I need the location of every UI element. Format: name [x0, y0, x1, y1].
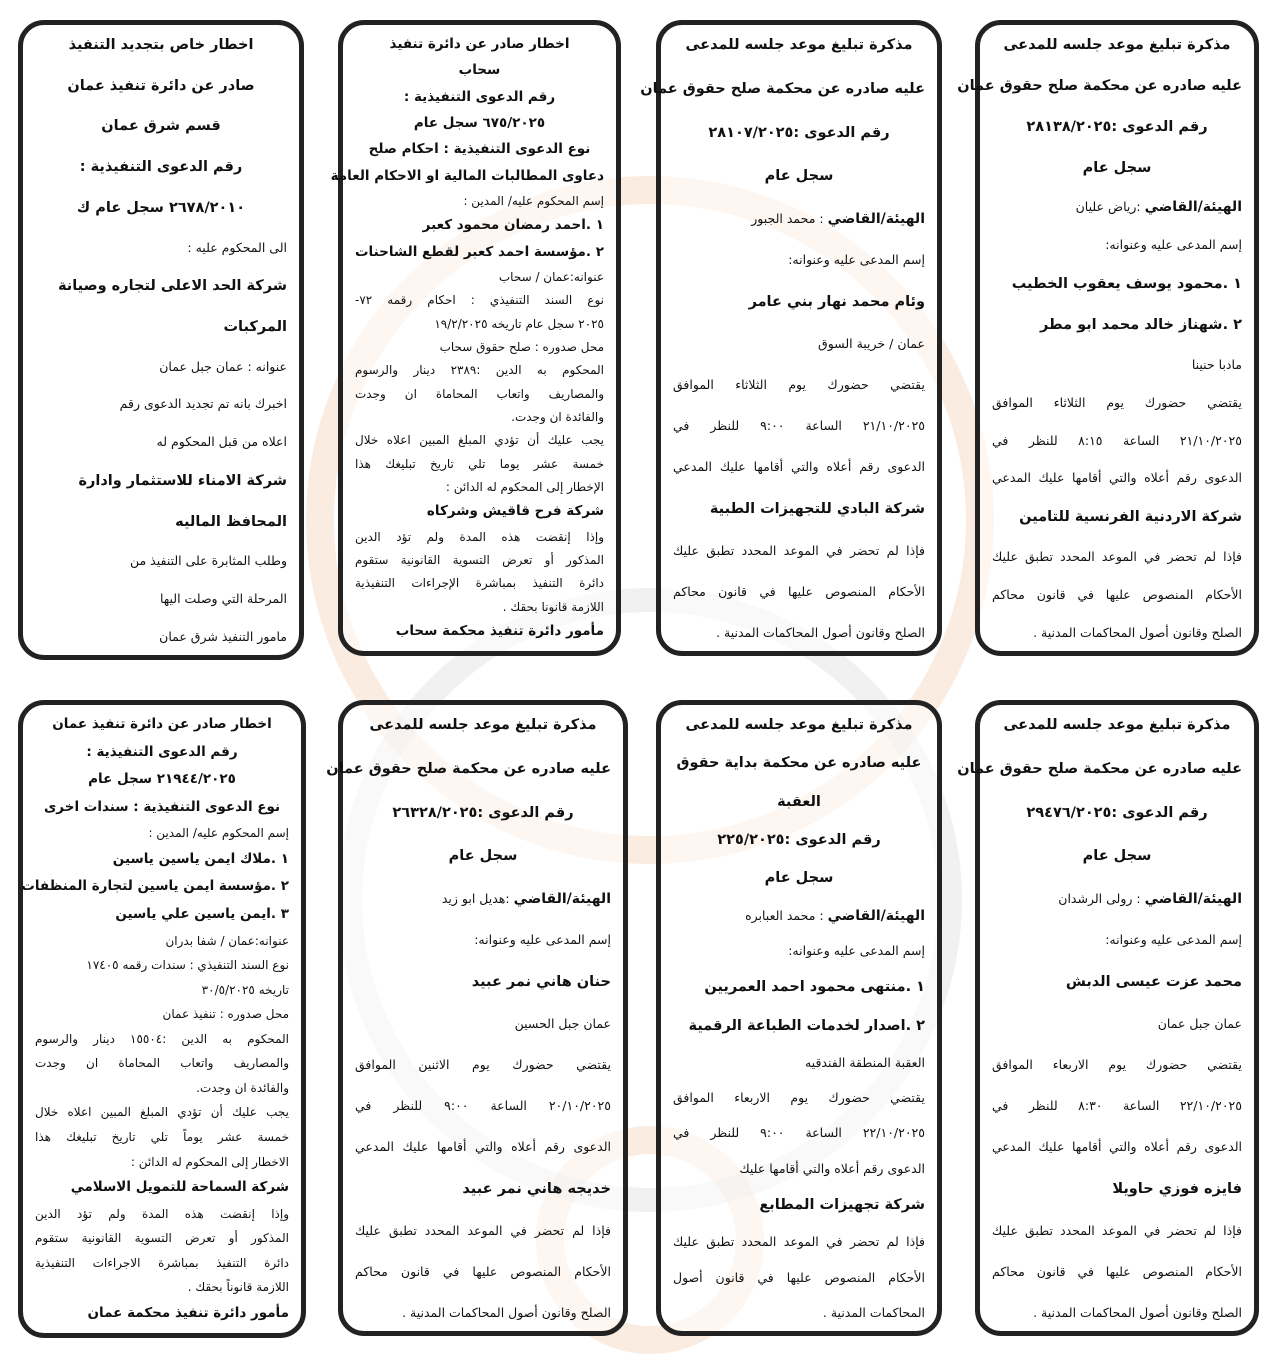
notice-text-line: يقتضي حضورك يوم الثلاثاء الموافق — [992, 394, 1242, 410]
notice-name-line: ١ .ملاك ايمن ياسين ياسين — [112, 850, 289, 867]
notice-text-line: فإذا لم تحضر في الموعد المحدد تطبق عليك — [673, 1234, 925, 1250]
notice-heading: اخطار خاص بتجديد التنفيذ — [68, 37, 254, 53]
notice-heading: مذكرة تبليغ موعد جلسه للمدعى — [1003, 717, 1231, 733]
notice-heading: مذكرة تبليغ موعد جلسه للمدعى — [369, 717, 597, 733]
notice-text-line: عمان / خريبة السوق — [818, 336, 925, 352]
notice-heading: عليه صادره عن محكمة صلح حقوق عمان — [640, 80, 925, 97]
notice-text-line: محل صدوره : تنفيذ عمان — [162, 1007, 289, 1022]
notice-box — [326, 700, 628, 1336]
notice-name-line: شركة الاردنية الفرنسية للتامين — [1019, 509, 1242, 526]
notice-text-line: الدعوى رقم أعلاه والتي أقامها عليك — [739, 1160, 925, 1176]
notice-text-line: ٢١/١٠/٢٠٢٥ الساعة ٨:١٥ للنظر في — [992, 432, 1242, 448]
notice-name-line: ٢ .مؤسسة ايمن ياسين لتجارة المنظفات — [21, 878, 289, 895]
notice-heading: العقبة — [777, 793, 821, 810]
notice-heading: مذكرة تبليغ موعد جلسه للمدعى — [1003, 37, 1231, 53]
notice-heading: سجل عام — [448, 848, 518, 865]
notice-text-line: ٢١/١٠/٢٠٢٥ الساعة ٩:٠٠ للنظر في — [673, 418, 925, 434]
notice-name-line: مأمور دائرة تنفيذ محكمة سحاب — [395, 622, 604, 639]
notice-name-line: ١ .احمد رمضان محمود كعبر — [422, 217, 604, 234]
notice-heading: اخطار صادر عن دائرة تنفيذ — [389, 36, 570, 52]
notice-name-line: محمد عزت عيسى الدبش — [1065, 973, 1242, 990]
notice-text-line: المرحلة التي وصلت اليها — [159, 591, 287, 607]
notice-text-line: المحكوم به الدين :١٥٥٠٤ دينار والرسوم — [35, 1031, 289, 1046]
judge-name: : محمد الجبور — [751, 211, 828, 227]
notice-name-line: شركة الحد الاعلى لتجاره وصيانة — [58, 278, 287, 295]
notice-heading: صادر عن دائرة تنفيذ عمان — [67, 77, 255, 94]
notice-text-line: والمصاريف واتعاب المحاماة ان وجدت — [355, 386, 604, 401]
notice-text-line: ٢٢/١٠/٢٠٢٥ الساعة ٨:٣٠ للنظر في — [992, 1098, 1242, 1114]
notice-text-line: نوع السند التنفيذي : سندات رقمه ١٧٤٠٥ — [86, 958, 289, 973]
notice-box — [957, 20, 1259, 656]
notice-heading: ٢١٩٤٤/٢٠٢٥ سجل عام — [88, 771, 236, 788]
notice-text-line: الدعوى رقم أعلاه والتي أقامها عليك المدعي — [673, 458, 925, 474]
notice-text-line: ٢٠/١٠/٢٠٢٥ الساعة ٩:٠٠ للنظر في — [355, 1098, 611, 1114]
notice-text-line: يجب عليك أن تؤدي المبلغ المبين اعلاه خلال — [355, 433, 604, 448]
notice-heading: عليه صادره عن محكمة بداية حقوق — [676, 755, 922, 772]
notice-heading: ٢٦٧٨/٢٠١٠ سجل عام ك — [76, 199, 246, 216]
notice-judge-line — [992, 198, 1242, 215]
notice-text-line: إسم المدعى عليه وعنوانه: — [788, 942, 925, 958]
notice-heading: سحاب — [458, 62, 501, 79]
notice-text-line: مامور التنفيذ شرق عمان — [159, 628, 287, 644]
notice-text-line: دائرة التنفيذ بمباشرة الاجراءات التنفيذية — [35, 1255, 289, 1270]
notice-text-line: الدعوى رقم أعلاه والتي أقامها عليك المدعي — [355, 1138, 611, 1154]
notice-text-line: يجب عليك أن تؤدي المبلغ المبين اعلاه خلال — [35, 1105, 289, 1120]
notice-text-line: خمسة عشر يوما تلي تاريخ تبليغك هذا — [355, 456, 604, 471]
notice-text-line: وإذا إنقضت هذه المدة ولم تؤد الدين — [355, 529, 604, 544]
notice-judge-line — [355, 890, 611, 907]
notice-text-line: الأحكام المنصوص عليها في قانون محاكم — [673, 584, 925, 600]
notice-text-line: المذكور أو تعرض التسوية القانونية ستقوم — [355, 552, 604, 567]
notice-name-line: ١ .محمود يوسف يعقوب الخطيب — [1011, 276, 1242, 293]
notice-name-line: شركة البادي للتجهيزات الطبية — [709, 500, 925, 517]
notice-heading: رقم الدعوى :٢٩٤٧٦/٢٠٢٥ — [1026, 804, 1208, 821]
notice-name-line: المركبات — [223, 319, 287, 336]
notice-text-line: إسم المحكوم عليه/ المدين : — [463, 193, 604, 208]
notice-text-line: إسم المدعى عليه وعنوانه: — [788, 251, 925, 267]
notice-text-line: يقتضي حضورك يوم الاربعاء الموافق — [673, 1090, 925, 1106]
notice-heading: مذكرة تبليغ موعد جلسه للمدعى — [685, 37, 913, 53]
notice-heading: دعاوى المطالبات المالية او الاحكام العامة — [330, 167, 604, 184]
notice-text-line: ٢٠٢٥ سجل عام تاريخه ١٩/٢/٢٠٢٥ — [434, 316, 604, 331]
notice-text-line: فإذا لم تحضر في الموعد المحدد تطبق عليك — [992, 1223, 1242, 1239]
notice-heading: نوع الدعوى التنفيذية : سندات اخرى — [43, 798, 281, 815]
notice-text-line: المحاكمات المدنية . — [822, 1305, 925, 1320]
notice-text-line: وطلب المثابرة على التنفيذ من — [129, 553, 287, 569]
notice-heading: سجل عام — [764, 870, 834, 887]
notice-heading: سجل عام — [1082, 848, 1152, 865]
notice-heading: رقم الدعوى التنفيذية : — [86, 743, 238, 760]
notice-text-line: الأحكام المنصوص عليها في قانون محاكم — [992, 587, 1242, 603]
notice-heading: رقم الدعوى التنفيذية : — [403, 88, 556, 105]
notice-name-line: ٢ .شهناز خالد محمد ابو مطر — [1039, 317, 1242, 334]
notice-name-line: فايزه فوزي حاويلا — [1112, 1180, 1242, 1197]
notice-text-line: الصلح وقانون أصول المحاكمات المدنية . — [402, 1304, 611, 1320]
notice-text-line: دائرة التنفيذ بمباشرة الإجراءات التنفيذية — [355, 576, 604, 591]
notice-text-line: عنوانه:عمان / شفا بدران — [165, 933, 289, 948]
notice-text-line: الاخطار إلى المحكوم له الدائن : — [130, 1154, 289, 1169]
notice-text-line: وإذا إنقضت هذه المدة ولم تؤد الدين — [35, 1206, 289, 1221]
notice-text-line: والمصاريف واتعاب المحاماة ان وجدت — [35, 1056, 289, 1071]
notice-text-line: إسم المدعى عليه وعنوانه: — [474, 931, 611, 947]
notice-name-line: شركة الامناء للاستثمار وادارة — [78, 472, 287, 489]
notice-text-line: فإذا لم تحضر في الموعد المحدد تطبق عليك — [673, 543, 925, 559]
notice-text-line: اعلاه من قبل المحكوم له — [156, 434, 287, 450]
notice-text-line: الصلح وقانون أصول المحاكمات المدنية . — [1033, 1304, 1242, 1320]
notice-heading: مذكرة تبليغ موعد جلسه للمدعى — [685, 717, 913, 733]
judge-name: :رياض عليان — [1075, 199, 1145, 215]
notice-text-line: الصلح وقانون أصول المحاكمات المدنية . — [716, 624, 925, 640]
judge-name: :هديل ابو زيد — [441, 891, 514, 907]
notice-text-line: اخبرك بانه تم تجديد الدعوى رقم — [119, 396, 287, 412]
notice-name-line: ٢ .اصدار لخدمات الطباعة الرقمية — [688, 1017, 925, 1034]
notice-text-line: الدعوى رقم أعلاه والتي أقامها عليك المدعي — [992, 470, 1242, 486]
notice-heading: ٦٧٥/٢٠٢٥ سجل عام — [413, 114, 546, 131]
notice-box — [18, 20, 304, 660]
notice-text-line: عمان جبل عمان — [1157, 1016, 1242, 1032]
notice-heading: رقم الدعوى :٢٢٥/٢٠٢٥ — [717, 831, 881, 848]
notice-name-line: حنان هاني نمر عبيد — [471, 973, 611, 990]
judge-name: : محمد العبابره — [745, 907, 828, 923]
notice-text-line: المحكوم به الدين :٢٣٨٩ دينار والرسوم — [355, 363, 604, 378]
notice-name-line: شركة تجهيزات المطابع — [759, 1197, 925, 1214]
notice-box — [640, 20, 942, 656]
judge-label: الهيئة/القاضي — [827, 211, 925, 228]
notice-heading: سجل عام — [764, 168, 834, 185]
notice-heading: اخطار صادر عن دائرة تنفيذ عمان — [52, 716, 272, 732]
notice-text-line: إسم المدعى عليه وعنوانه: — [1105, 237, 1242, 253]
notice-text-line: إسم المدعى عليه وعنوانه: — [1105, 931, 1242, 947]
notice-text-line: فإذا لم تحضر في الموعد المحدد تطبق عليك — [992, 549, 1242, 565]
notice-name-line: المحافظ الماليه — [175, 513, 287, 530]
judge-label: الهيئة/القاضي — [1144, 891, 1242, 908]
notice-judge-line — [992, 890, 1242, 907]
notice-text-line: ٢٢/١٠/٢٠٢٥ الساعة ٩:٠٠ للنظر في — [673, 1125, 925, 1141]
notice-text-line: الإخطار إلى المحكوم له الدائن : — [445, 479, 604, 494]
notice-text-line: عمان جبل الحسين — [514, 1016, 611, 1032]
notice-text-line: يقتضي حضورك يوم الثلاثاء الموافق — [673, 377, 925, 393]
notice-text-line: عنوانه : عمان جبل عمان — [159, 358, 287, 374]
notice-text-line: الأحكام المنصوص عليها في قانون محاكم — [355, 1264, 611, 1280]
notice-heading: عليه صادره عن محكمة صلح حقوق عمان — [957, 77, 1242, 94]
notice-text-line: إسم المحكوم عليه/ المدين : — [148, 826, 289, 841]
notice-heading: رقم الدعوى التنفيذية : — [79, 159, 243, 176]
notice-name-line: مأمور دائرة تنفيذ محكمة عمان — [87, 1304, 289, 1321]
notice-text-line: فإذا لم تحضر في الموعد المحدد تطبق عليك — [355, 1223, 611, 1239]
notice-text-line: نوع السند التنفيذي : احكام رقمه ٧٢- — [355, 293, 604, 308]
notice-box — [18, 700, 306, 1338]
notice-text-line: المذكور أو تعرض التسوية القانونية ستقوم — [35, 1231, 289, 1246]
notice-heading: رقم الدعوى :٢٦٣٢٨/٢٠٢٥ — [392, 804, 574, 821]
notice-heading: رقم الدعوى :٢٨١٠٧/٢٠٢٥ — [708, 124, 890, 141]
notice-heading: رقم الدعوى :٢٨١٣٨/٢٠٢٥ — [1026, 118, 1208, 135]
notice-judge-line — [673, 210, 925, 227]
notice-box — [957, 700, 1259, 1336]
notice-text-line: الدعوى رقم أعلاه والتي أقامها عليك المدعي — [992, 1138, 1242, 1154]
notice-heading: سجل عام — [1082, 159, 1152, 176]
notice-box — [656, 700, 942, 1336]
notice-box — [330, 20, 621, 656]
notice-text-line: والفائدة ان وجدت. — [511, 409, 604, 424]
notice-text-line: الأحكام المنصوص عليها في قانون أصول — [673, 1269, 925, 1285]
notice-text-line: والفائدة ان وجدت. — [196, 1080, 289, 1095]
judge-label: الهيئة/القاضي — [1144, 199, 1242, 216]
notice-name-line: شركة السماحة للتمويل الاسلامي — [70, 1179, 289, 1196]
notice-text-line: يقتضي حضورك يوم الاثنين الموافق — [355, 1057, 611, 1073]
judge-label: الهيئة/القاضي — [827, 907, 925, 924]
notice-text-line: يقتضي حضورك يوم الاربعاء الموافق — [992, 1057, 1242, 1073]
judge-name: : رولى الرشدان — [1058, 891, 1145, 907]
notice-text-line: اللازمة قانوناً بحقك . — [187, 1280, 289, 1295]
notice-text-line: تاريخه ٣٠/٥/٢٠٢٥ — [201, 982, 289, 997]
notice-name-line: خديجه هاني نمر عبيد — [462, 1180, 611, 1197]
notice-text-line: الى المحكوم عليه : — [187, 239, 287, 255]
notice-name-line: وئام محمد نهار بني عامر — [748, 293, 925, 310]
notice-heading: نوع الدعوى التنفيذية : احكام صلح — [368, 141, 591, 158]
notice-text-line: الأحكام المنصوص عليها في قانون محاكم — [992, 1264, 1242, 1280]
notice-name-line: ١ .منتهى محمود احمد العمريين — [704, 979, 925, 996]
notice-heading: عليه صادره عن محكمة صلح حقوق عمان — [957, 760, 1242, 777]
notice-text-line: العقبة المنطقة الفندقيه — [804, 1054, 925, 1070]
notice-judge-line — [673, 907, 925, 924]
notice-heading: عليه صادره عن محكمة صلح حقوق عمان — [326, 760, 611, 777]
notice-name-line: ٣ .ايمن ياسين علي ياسين — [115, 905, 289, 922]
notice-text-line: محل صدوره : صلح حقوق سحاب — [439, 339, 604, 354]
notice-text-line: اللازمة قانونا بحقك . — [502, 599, 604, 614]
notice-text-line: مادبا حنينا — [1191, 356, 1242, 372]
notice-text-line: الصلح وقانون أصول المحاكمات المدنية . — [1033, 624, 1242, 640]
notice-text-line: عنوانه:عمان / سحاب — [498, 269, 604, 284]
notice-name-line: شركة فرح قاقيش وشركاه — [426, 503, 604, 520]
judge-label: الهيئة/القاضي — [513, 891, 611, 908]
notice-text-line: خمسة عشر يوماً تلي تاريخ تبليغك هذا — [35, 1130, 289, 1144]
notice-heading: قسم شرق عمان — [101, 118, 221, 135]
notice-name-line: ٢ .مؤسسة احمد كعبر لقطع الشاحنات — [354, 243, 604, 260]
